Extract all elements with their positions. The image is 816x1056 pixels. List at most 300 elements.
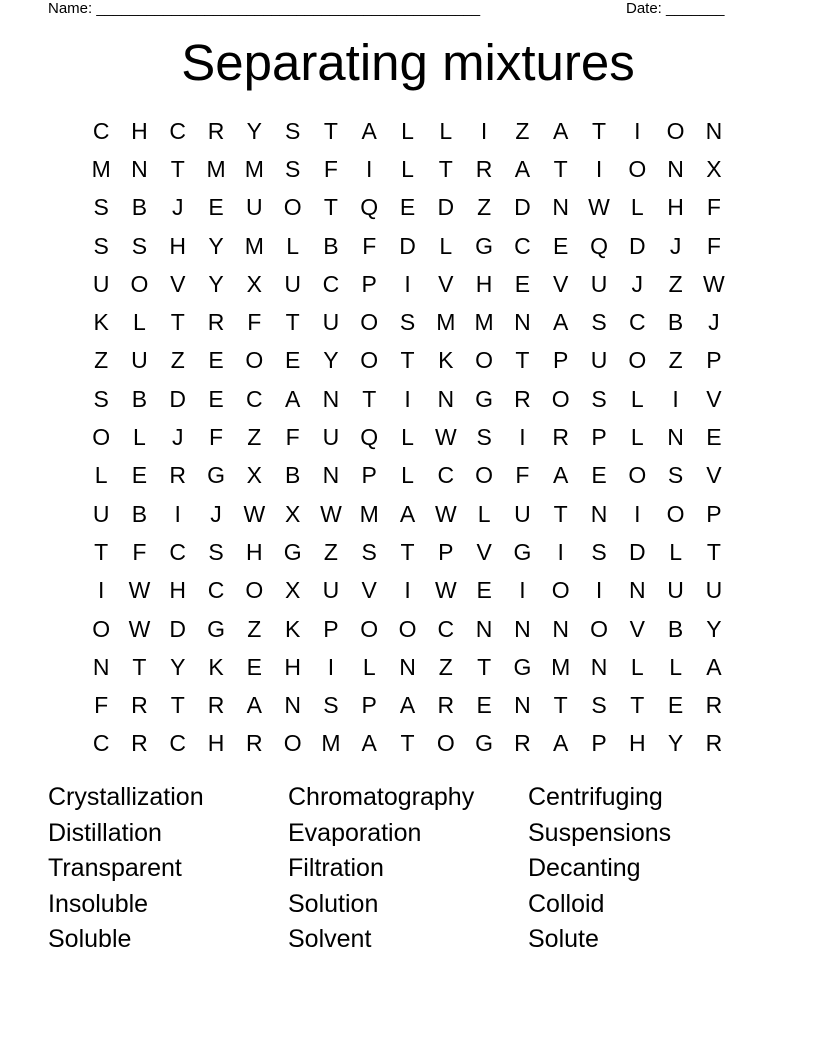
grid-letter[interactable]: D bbox=[169, 615, 187, 642]
grid-letter[interactable]: T bbox=[553, 500, 568, 527]
grid-letter[interactable]: O bbox=[92, 424, 111, 451]
grid-letter[interactable]: Z bbox=[94, 347, 109, 374]
grid-letter[interactable]: A bbox=[706, 653, 722, 680]
grid-letter[interactable]: L bbox=[401, 117, 414, 144]
grid-letter[interactable]: I bbox=[557, 538, 564, 565]
word-list bbox=[48, 780, 768, 958]
grid-letter[interactable]: N bbox=[514, 309, 531, 336]
grid-letter[interactable]: Z bbox=[668, 270, 683, 297]
grid-letter[interactable]: P bbox=[591, 424, 607, 451]
grid-letter[interactable]: T bbox=[132, 653, 147, 680]
grid-letter[interactable]: T bbox=[400, 347, 415, 374]
grid-letter[interactable]: W bbox=[243, 500, 266, 527]
grid-letter[interactable]: E bbox=[476, 692, 492, 719]
grid-letter[interactable]: U bbox=[246, 194, 263, 221]
grid-letter[interactable]: D bbox=[514, 194, 531, 221]
grid-letter[interactable]: M bbox=[436, 309, 456, 336]
grid-letter[interactable]: T bbox=[170, 155, 185, 182]
grid-letter[interactable]: I bbox=[672, 385, 679, 412]
grid-letter[interactable]: R bbox=[131, 692, 148, 719]
grid-letter[interactable]: T bbox=[553, 692, 568, 719]
word-list-item: Colloid bbox=[528, 889, 605, 918]
grid-letter[interactable]: W bbox=[128, 615, 151, 642]
grid-letter[interactable]: O bbox=[475, 462, 494, 489]
grid-letter[interactable]: C bbox=[169, 117, 187, 144]
grid-letter[interactable]: T bbox=[400, 538, 415, 565]
grid-letter[interactable]: U bbox=[590, 270, 608, 297]
grid-letter[interactable]: N bbox=[322, 385, 340, 412]
grid-letter[interactable]: N bbox=[514, 615, 531, 642]
grid-letter[interactable]: Y bbox=[208, 232, 224, 259]
grid-letter[interactable]: R bbox=[514, 385, 531, 412]
grid-letter[interactable]: N bbox=[552, 615, 570, 642]
grid-letter[interactable]: I bbox=[366, 155, 373, 182]
grid-letter[interactable]: L bbox=[477, 500, 491, 527]
grid-letter[interactable]: F bbox=[209, 424, 224, 451]
grid-letter[interactable]: P bbox=[438, 538, 454, 565]
grid-letter[interactable]: L bbox=[439, 232, 453, 259]
grid-letter[interactable]: J bbox=[669, 232, 682, 259]
grid-letter[interactable]: R bbox=[437, 692, 455, 719]
grid-letter[interactable]: R bbox=[169, 462, 187, 489]
grid-letter[interactable]: N bbox=[667, 424, 684, 451]
grid-letter[interactable]: O bbox=[245, 347, 264, 374]
grid-letter[interactable]: E bbox=[591, 462, 607, 489]
grid-letter[interactable]: A bbox=[553, 309, 569, 336]
grid-letter[interactable]: Z bbox=[170, 347, 185, 374]
grid-letter[interactable]: B bbox=[284, 462, 301, 489]
grid-letter[interactable]: N bbox=[475, 615, 493, 642]
grid-letter[interactable]: D bbox=[437, 194, 455, 221]
grid-letter[interactable]: T bbox=[400, 730, 415, 757]
grid-letter[interactable]: V bbox=[706, 462, 722, 489]
grid-letter[interactable]: B bbox=[131, 500, 148, 527]
grid-letter[interactable]: L bbox=[94, 462, 108, 489]
grid-letter[interactable]: C bbox=[169, 538, 187, 565]
grid-letter[interactable]: L bbox=[669, 538, 682, 565]
grid-letter[interactable]: L bbox=[630, 424, 644, 451]
grid-letter[interactable]: E bbox=[208, 194, 224, 221]
grid-letter[interactable]: T bbox=[94, 538, 109, 565]
grid-letter[interactable]: M bbox=[206, 155, 226, 182]
grid-letter[interactable]: S bbox=[476, 424, 492, 451]
grid-letter[interactable]: Q bbox=[360, 424, 379, 451]
grid-letter[interactable]: L bbox=[133, 424, 146, 451]
grid-letter[interactable]: Z bbox=[247, 424, 262, 451]
grid-letter[interactable]: I bbox=[480, 117, 488, 144]
grid-letter[interactable]: E bbox=[514, 270, 531, 297]
grid-letter[interactable]: X bbox=[706, 155, 722, 182]
grid-letter[interactable]: H bbox=[628, 730, 646, 757]
grid-letter[interactable]: T bbox=[323, 117, 338, 144]
grid-letter[interactable]: I bbox=[519, 424, 526, 451]
grid-letter[interactable]: O bbox=[245, 577, 264, 604]
grid-letter[interactable]: R bbox=[475, 155, 493, 182]
grid-letter[interactable]: R bbox=[207, 309, 225, 336]
grid-letter[interactable]: C bbox=[628, 309, 646, 336]
grid-letter[interactable]: G bbox=[207, 615, 225, 642]
grid-letter[interactable]: E bbox=[476, 577, 492, 604]
grid-letter[interactable]: Z bbox=[668, 347, 683, 374]
grid-letter[interactable]: U bbox=[284, 270, 301, 297]
grid-letter[interactable]: S bbox=[284, 117, 301, 144]
grid-letter[interactable]: D bbox=[169, 385, 187, 412]
grid-letter[interactable]: O bbox=[92, 615, 111, 642]
grid-letter[interactable]: O bbox=[628, 155, 647, 182]
grid-letter[interactable]: C bbox=[246, 385, 263, 412]
grid-letter[interactable]: V bbox=[438, 270, 454, 297]
grid-letter[interactable]: S bbox=[93, 385, 109, 412]
grid-letter[interactable]: V bbox=[476, 538, 492, 565]
grid-letter[interactable]: F bbox=[247, 309, 262, 336]
grid-letter[interactable]: D bbox=[399, 232, 416, 259]
grid-letter[interactable]: N bbox=[552, 194, 570, 221]
grid-letter[interactable]: P bbox=[361, 692, 377, 719]
grid-letter[interactable]: J bbox=[708, 309, 720, 336]
grid-letter[interactable]: C bbox=[322, 270, 340, 297]
grid-letter[interactable]: O bbox=[551, 577, 570, 604]
grid-letter[interactable]: E bbox=[131, 462, 148, 489]
grid-letter[interactable]: E bbox=[667, 692, 684, 719]
grid-letter[interactable]: E bbox=[399, 194, 416, 221]
grid-letter[interactable]: G bbox=[475, 730, 494, 757]
word-list-item: Crystallization bbox=[48, 783, 204, 811]
grid-letter[interactable]: S bbox=[591, 692, 607, 719]
grid-letter[interactable]: H bbox=[131, 117, 148, 144]
grid-letter[interactable]: T bbox=[323, 194, 338, 221]
grid-letter[interactable]: O bbox=[551, 385, 570, 412]
grid-letter[interactable]: H bbox=[475, 270, 493, 297]
grid-letter[interactable]: S bbox=[361, 538, 377, 565]
grid-letter[interactable]: N bbox=[667, 155, 684, 182]
grid-letter[interactable]: U bbox=[322, 424, 340, 451]
grid-letter[interactable]: Z bbox=[515, 117, 530, 144]
grid-letter[interactable]: T bbox=[170, 692, 185, 719]
grid-letter[interactable]: M bbox=[551, 653, 571, 680]
grid-letter[interactable]: A bbox=[514, 155, 531, 182]
grid-letter[interactable]: H bbox=[284, 653, 301, 680]
grid-letter[interactable]: N bbox=[590, 500, 608, 527]
word-list-item: Suspensions bbox=[528, 818, 672, 847]
grid-letter[interactable]: V bbox=[170, 270, 186, 297]
grid-letter[interactable]: X bbox=[246, 462, 262, 489]
grid-letter[interactable]: O bbox=[360, 309, 379, 336]
grid-letter[interactable]: S bbox=[323, 692, 339, 719]
grid-letter[interactable]: F bbox=[515, 462, 530, 489]
grid-letter[interactable]: O bbox=[666, 117, 685, 144]
grid-letter[interactable]: B bbox=[131, 194, 148, 221]
grid-letter[interactable]: E bbox=[706, 424, 722, 451]
word-list-item: Evaporation bbox=[288, 818, 422, 847]
grid-letter[interactable]: O bbox=[360, 615, 379, 642]
grid-letter[interactable]: X bbox=[284, 577, 301, 604]
grid-letter[interactable]: C bbox=[437, 615, 455, 642]
grid-letter[interactable]: I bbox=[595, 155, 603, 182]
grid-letter[interactable]: S bbox=[93, 194, 109, 221]
grid-letter[interactable]: I bbox=[404, 385, 411, 412]
grid-letter[interactable]: O bbox=[436, 730, 455, 757]
grid-letter[interactable]: A bbox=[246, 692, 262, 719]
grid-letter[interactable]: U bbox=[514, 500, 531, 527]
grid-letter[interactable]: W bbox=[703, 270, 725, 297]
grid-letter[interactable]: O bbox=[398, 615, 417, 642]
grid-letter[interactable]: U bbox=[92, 270, 110, 297]
grid-letter[interactable]: U bbox=[705, 577, 723, 604]
grid-letter[interactable]: E bbox=[208, 347, 224, 374]
grid-letter[interactable]: L bbox=[439, 117, 453, 144]
grid-letter[interactable]: L bbox=[630, 653, 644, 680]
grid-letter[interactable]: U bbox=[667, 577, 684, 604]
grid-letter[interactable]: N bbox=[131, 155, 148, 182]
grid-letter[interactable]: R bbox=[207, 117, 225, 144]
grid-letter[interactable]: K bbox=[93, 309, 109, 336]
grid-letter[interactable]: U bbox=[322, 577, 340, 604]
grid-letter[interactable]: N bbox=[705, 117, 723, 144]
grid-letter[interactable]: O bbox=[130, 270, 149, 297]
grid-letter[interactable]: L bbox=[286, 232, 300, 259]
grid-letter[interactable]: R bbox=[705, 730, 723, 757]
grid-letter[interactable]: T bbox=[477, 653, 492, 680]
grid-letter[interactable]: F bbox=[323, 155, 338, 182]
grid-letter[interactable]: O bbox=[360, 347, 379, 374]
grid-letter[interactable]: N bbox=[322, 462, 340, 489]
grid-letter[interactable]: M bbox=[321, 730, 341, 757]
grid-letter[interactable]: W bbox=[588, 194, 610, 221]
grid-letter[interactable]: A bbox=[361, 730, 377, 757]
grid-letter[interactable]: Y bbox=[323, 347, 339, 374]
grid-letter[interactable]: S bbox=[591, 538, 607, 565]
grid-letter[interactable]: L bbox=[401, 462, 414, 489]
grid-letter[interactable]: Q bbox=[360, 194, 379, 221]
grid-letter[interactable]: F bbox=[132, 538, 147, 565]
grid-letter[interactable]: A bbox=[399, 500, 416, 527]
grid-letter[interactable]: L bbox=[669, 653, 682, 680]
grid-letter[interactable]: U bbox=[590, 347, 608, 374]
grid-letter[interactable]: R bbox=[207, 692, 225, 719]
grid-letter[interactable]: K bbox=[208, 653, 224, 680]
grid-letter[interactable]: O bbox=[666, 500, 685, 527]
grid-letter[interactable]: W bbox=[128, 577, 151, 604]
grid-letter[interactable]: N bbox=[628, 577, 646, 604]
grid-letter[interactable]: L bbox=[133, 309, 146, 336]
grid-letter[interactable]: T bbox=[591, 117, 607, 144]
grid-letter[interactable]: S bbox=[208, 538, 224, 565]
grid-letter[interactable]: O bbox=[475, 347, 494, 374]
grid-letter[interactable]: T bbox=[438, 155, 453, 182]
grid-letter[interactable]: A bbox=[399, 692, 416, 719]
grid-letter[interactable]: Z bbox=[477, 194, 492, 221]
grid-letter[interactable]: R bbox=[514, 730, 531, 757]
grid-letter[interactable]: H bbox=[169, 577, 187, 604]
grid-letter[interactable]: P bbox=[323, 615, 339, 642]
grid-letter[interactable]: I bbox=[97, 577, 105, 604]
grid-letter[interactable]: C bbox=[92, 730, 110, 757]
grid-letter[interactable]: Y bbox=[170, 653, 186, 680]
grid-letter[interactable]: T bbox=[553, 155, 568, 182]
grid-letter[interactable]: W bbox=[434, 577, 457, 604]
grid-letter[interactable]: S bbox=[93, 232, 109, 259]
grid-letter[interactable]: J bbox=[210, 500, 222, 527]
grid-letter[interactable]: S bbox=[591, 309, 607, 336]
grid-letter[interactable]: J bbox=[631, 270, 644, 297]
grid-letter[interactable]: S bbox=[131, 232, 148, 259]
grid-letter[interactable]: V bbox=[629, 615, 645, 642]
grid-letter[interactable]: G bbox=[513, 653, 532, 680]
grid-letter[interactable]: V bbox=[706, 385, 722, 412]
grid-letter[interactable]: P bbox=[553, 347, 569, 374]
word-list-item: Solution bbox=[288, 889, 379, 918]
grid-letter[interactable]: P bbox=[361, 462, 377, 489]
grid-letter[interactable]: I bbox=[174, 500, 181, 527]
grid-letter[interactable]: O bbox=[283, 730, 302, 757]
grid-letter[interactable]: Z bbox=[247, 615, 262, 642]
grid-letter[interactable]: D bbox=[628, 538, 646, 565]
grid-letter[interactable]: U bbox=[322, 309, 340, 336]
grid-letter[interactable]: A bbox=[553, 462, 569, 489]
grid-letter[interactable]: F bbox=[706, 194, 721, 221]
word-list-item: Distillation bbox=[48, 818, 162, 847]
grid-letter[interactable]: N bbox=[92, 653, 110, 680]
grid-letter[interactable]: T bbox=[515, 347, 530, 374]
grid-letter[interactable]: T bbox=[170, 309, 185, 336]
grid-letter[interactable]: X bbox=[246, 270, 262, 297]
grid-letter[interactable]: H bbox=[667, 194, 684, 221]
grid-letter[interactable]: X bbox=[284, 500, 301, 527]
grid-letter[interactable]: J bbox=[171, 424, 184, 451]
grid-letter[interactable]: G bbox=[475, 385, 494, 412]
grid-letter[interactable]: R bbox=[552, 424, 570, 451]
grid-letter[interactable]: I bbox=[634, 500, 641, 527]
grid-letter[interactable]: T bbox=[362, 385, 377, 412]
grid-letter[interactable]: R bbox=[246, 730, 263, 757]
grid-letter[interactable]: C bbox=[437, 462, 455, 489]
grid-letter[interactable]: O bbox=[628, 347, 647, 374]
grid-letter[interactable]: G bbox=[207, 462, 225, 489]
grid-letter[interactable]: S bbox=[284, 155, 301, 182]
grid-letter[interactable]: O bbox=[628, 462, 647, 489]
grid-letter[interactable]: F bbox=[94, 692, 109, 719]
grid-letter[interactable]: K bbox=[284, 615, 301, 642]
grid-letter[interactable]: C bbox=[207, 577, 225, 604]
grid-letter[interactable]: R bbox=[131, 730, 148, 757]
grid-letter[interactable]: C bbox=[92, 117, 110, 144]
grid-letter[interactable]: P bbox=[361, 270, 377, 297]
grid-letter[interactable]: S bbox=[399, 309, 416, 336]
grid-letter[interactable]: A bbox=[361, 117, 377, 144]
grid-letter[interactable]: B bbox=[667, 615, 684, 642]
grid-letter[interactable]: L bbox=[401, 424, 414, 451]
grid-letter[interactable]: U bbox=[92, 500, 110, 527]
grid-letter[interactable]: G bbox=[513, 538, 532, 565]
grid-letter[interactable]: Z bbox=[323, 538, 338, 565]
grid-letter[interactable]: I bbox=[404, 270, 411, 297]
grid-letter[interactable]: E bbox=[284, 347, 301, 374]
grid-letter[interactable]: E bbox=[246, 653, 262, 680]
grid-letter[interactable]: W bbox=[434, 500, 457, 527]
word-list-item: Transparent bbox=[48, 854, 182, 882]
grid-letter[interactable]: F bbox=[706, 232, 721, 259]
grid-letter[interactable]: G bbox=[283, 538, 302, 565]
grid-letter[interactable]: V bbox=[361, 577, 377, 604]
grid-letter[interactable]: J bbox=[171, 194, 184, 221]
grid-letter[interactable]: N bbox=[399, 653, 416, 680]
grid-letter[interactable]: Y bbox=[208, 270, 224, 297]
grid-letter[interactable]: B bbox=[323, 232, 339, 259]
grid-letter[interactable]: W bbox=[434, 424, 457, 451]
grid-letter[interactable]: U bbox=[131, 347, 148, 374]
grid-letter[interactable]: H bbox=[207, 730, 225, 757]
grid-letter[interactable]: I bbox=[595, 577, 603, 604]
grid-letter[interactable]: M bbox=[359, 500, 379, 527]
grid-letter[interactable]: Y bbox=[246, 117, 262, 144]
grid-letter[interactable]: O bbox=[590, 615, 608, 642]
grid-letter[interactable]: H bbox=[246, 538, 263, 565]
grid-letter[interactable]: I bbox=[634, 117, 641, 144]
word-list-item: Soluble bbox=[48, 925, 132, 953]
grid-letter[interactable]: P bbox=[591, 730, 607, 757]
grid-letter[interactable]: A bbox=[553, 117, 569, 144]
grid-letter[interactable]: S bbox=[667, 462, 684, 489]
grid-letter[interactable]: R bbox=[705, 692, 723, 719]
grid-letter[interactable]: N bbox=[590, 653, 608, 680]
grid-letter[interactable]: I bbox=[519, 577, 526, 604]
grid-letter[interactable]: K bbox=[438, 347, 454, 374]
grid-letter[interactable]: L bbox=[401, 155, 414, 182]
grid-letter[interactable]: T bbox=[285, 309, 300, 336]
word-list-item: Solute bbox=[528, 925, 599, 953]
grid-letter[interactable]: Y bbox=[706, 615, 722, 642]
grid-letter[interactable]: F bbox=[285, 424, 300, 451]
grid-letter[interactable]: V bbox=[553, 270, 569, 297]
grid-letter[interactable]: B bbox=[667, 309, 684, 336]
grid-letter[interactable]: A bbox=[284, 385, 301, 412]
grid-letter[interactable]: I bbox=[327, 653, 335, 680]
grid-letter[interactable]: M bbox=[474, 309, 494, 336]
grid-letter[interactable]: M bbox=[91, 155, 111, 182]
grid-letter[interactable]: E bbox=[553, 232, 569, 259]
grid-letter[interactable]: E bbox=[208, 385, 224, 412]
grid-letter[interactable]: A bbox=[553, 730, 569, 757]
grid-letter[interactable]: F bbox=[362, 232, 377, 259]
grid-letter[interactable]: P bbox=[706, 347, 722, 374]
grid-letter[interactable]: W bbox=[320, 500, 342, 527]
grid-letter[interactable]: S bbox=[591, 385, 607, 412]
grid-letter[interactable]: Z bbox=[438, 653, 453, 680]
grid-letter[interactable]: G bbox=[475, 232, 494, 259]
grid-letter[interactable]: B bbox=[131, 385, 148, 412]
grid-letter[interactable]: Q bbox=[590, 232, 608, 259]
grid-letter[interactable]: M bbox=[244, 232, 264, 259]
grid-letter[interactable]: C bbox=[514, 232, 531, 259]
grid-letter[interactable]: T bbox=[630, 692, 645, 719]
grid-letter[interactable]: T bbox=[706, 538, 721, 565]
grid-letter[interactable]: N bbox=[437, 385, 455, 412]
word-list-item: Chromatography bbox=[288, 783, 475, 811]
grid-letter[interactable]: P bbox=[706, 500, 722, 527]
grid-letter[interactable]: M bbox=[244, 155, 264, 182]
grid-letter[interactable]: O bbox=[283, 194, 302, 221]
grid-letter[interactable]: L bbox=[630, 385, 644, 412]
grid-letter[interactable]: L bbox=[362, 653, 376, 680]
grid-letter[interactable]: Y bbox=[667, 730, 684, 757]
grid-letter[interactable]: N bbox=[514, 692, 531, 719]
grid-letter[interactable]: C bbox=[169, 730, 187, 757]
grid-letter[interactable]: D bbox=[628, 232, 646, 259]
grid-letter[interactable]: I bbox=[404, 577, 411, 604]
grid-letter[interactable]: L bbox=[630, 194, 644, 221]
grid-letter[interactable]: N bbox=[284, 692, 301, 719]
grid-letter[interactable]: H bbox=[169, 232, 187, 259]
